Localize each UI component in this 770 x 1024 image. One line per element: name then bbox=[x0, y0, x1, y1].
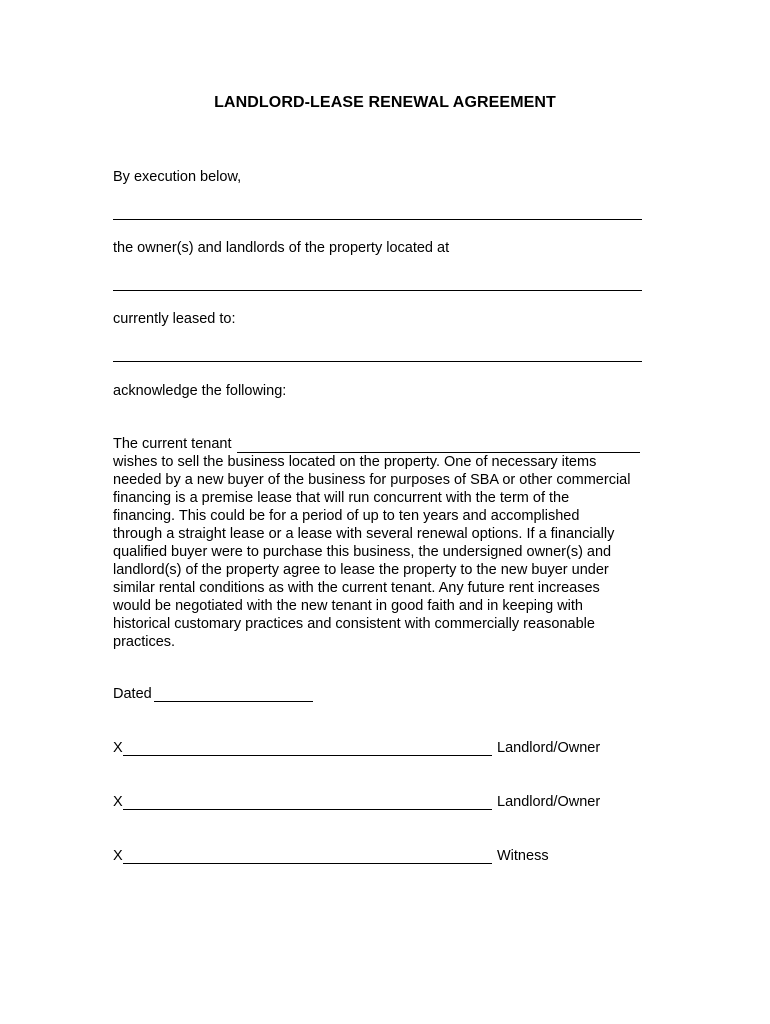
paragraph-line: through a straight lease or a lease with several renewal options. If a financially bbox=[113, 526, 615, 542]
signature-role-label: Landlord/Owner bbox=[497, 794, 601, 810]
witness-signature-line[interactable] bbox=[123, 863, 492, 864]
dated-label: Dated bbox=[113, 686, 152, 702]
paragraph-line: similar rental conditions as with the current tenant. Any future rent increases bbox=[113, 580, 600, 596]
landlord-signature-line-1[interactable] bbox=[123, 755, 492, 756]
owners-label: the owner(s) and landlords of the property located at bbox=[113, 240, 450, 256]
property-address-blank-line[interactable] bbox=[113, 290, 642, 291]
paragraph-line: would be negotiated with the new tenant in good faith and in keeping with bbox=[113, 598, 583, 614]
agreement-paragraph bbox=[113, 453, 673, 651]
paragraph-line: needed by a new buyer of the business for purposes of SBA or other commercial bbox=[113, 472, 631, 488]
owner-name-blank-line[interactable] bbox=[113, 219, 642, 220]
landlord-signature-line-2[interactable] bbox=[123, 809, 492, 810]
paragraph-line: landlord(s) of the property agree to lease the property to the new buyer under bbox=[113, 562, 609, 578]
intro-text: By execution below, bbox=[113, 169, 242, 185]
paragraph-line: financing is a premise lease that will run concurrent with the term of the bbox=[113, 490, 570, 506]
paragraph-line: practices. bbox=[113, 634, 176, 650]
paragraph-line: financing. This could be for a period of up to ten years and accomplished bbox=[113, 508, 580, 524]
date-blank-line[interactable] bbox=[154, 701, 313, 702]
signature-role-label: Landlord/Owner bbox=[497, 740, 601, 756]
lessee-blank-line[interactable] bbox=[113, 361, 642, 362]
tenant-label: The current tenant bbox=[113, 436, 232, 452]
leased-label: currently leased to: bbox=[113, 311, 236, 327]
signature-mark: X bbox=[113, 848, 123, 864]
signature-role-label: Witness bbox=[497, 848, 549, 864]
paragraph-line: wishes to sell the business located on the property. One of necessary items bbox=[113, 454, 597, 470]
signature-mark: X bbox=[113, 740, 123, 756]
paragraph-line: qualified buyer were to purchase this business, the undersigned owner(s) and bbox=[113, 544, 612, 560]
signature-mark: X bbox=[113, 794, 123, 810]
acknowledge-label: acknowledge the following: bbox=[113, 383, 287, 399]
paragraph-line: historical customary practices and consistent with commercially reasonable bbox=[113, 616, 595, 632]
document-title: LANDLORD-LEASE RENEWAL AGREEMENT bbox=[214, 94, 556, 111]
